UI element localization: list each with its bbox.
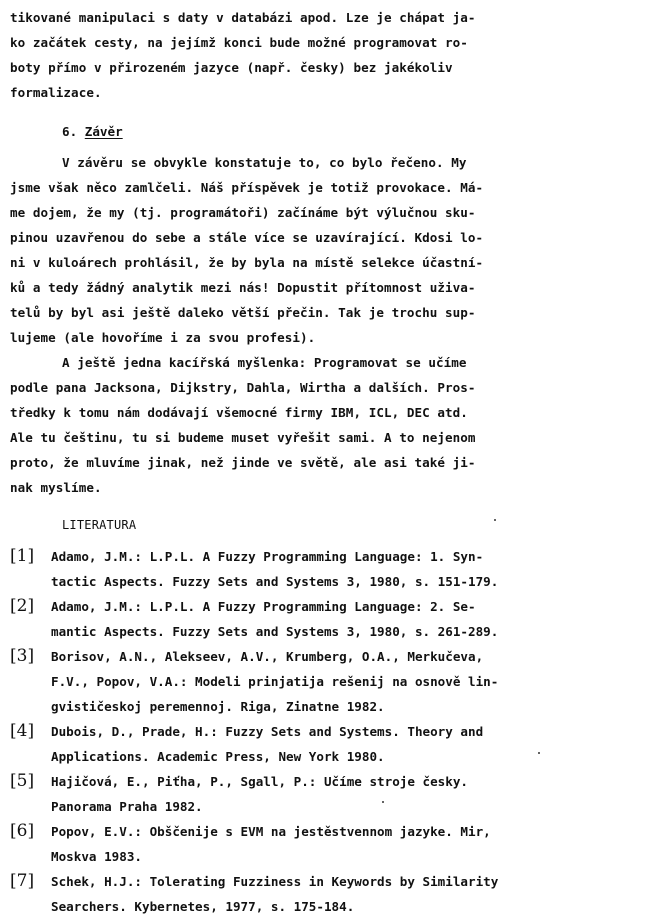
reference-number: [3]	[10, 646, 35, 666]
text-line: ni v kuloárech prohlásil, že by byla na místě selekce účastní-	[10, 255, 484, 270]
text-line: proto, že mluvíme jinak, než jinde ve světě, ale asi také ji-	[10, 455, 476, 470]
scan-speck	[538, 752, 540, 754]
section-number: 6.	[62, 124, 78, 139]
text-line: A ještě jedna kacířská myšlenka: Programovat se učíme	[62, 355, 467, 370]
reference-number: [5]	[10, 771, 35, 791]
text-line: tředky k tomu nám dodávají všemocné firmy IBM, ICL, DEC atd.	[10, 405, 468, 420]
scan-speck	[382, 801, 384, 803]
text-line: lujeme (ale hovoříme i za svou profesi).	[10, 330, 316, 345]
text-line: podle pana Jacksona, Dijkstry, Dahla, Wirtha a dalších. Pros-	[10, 380, 476, 395]
section-heading	[62, 124, 123, 140]
reference-line: Dubois, D., Prade, H.: Fuzzy Sets and Systems. Theory and	[51, 724, 484, 739]
reference-number: [4]	[10, 721, 35, 741]
reference-line: Panorama Praha 1982.	[51, 799, 203, 814]
reference-line: tactic Aspects. Fuzzy Sets and Systems 3, 1980, s. 151-179.	[51, 574, 499, 589]
reference-line: Searchers. Kybernetes, 1977, s. 175-184.	[51, 899, 355, 914]
reference-line: F.V., Popov, V.A.: Modeli prinjatija rešenij na osnově lin-	[51, 674, 499, 689]
reference-line: gvističeskoj peremennoj. Riga, Zinatne 1982.	[51, 699, 385, 714]
reference-line: Schek, H.J.: Tolerating Fuzziness in Keywords by Similarity	[51, 874, 499, 889]
text-line: pinou uzavřenou do sebe a stále více se uzavírající. Kdosi lo-	[10, 230, 484, 245]
text-line: telů by byl asi ještě daleko větší přečin. Tak je trochu sup-	[10, 305, 476, 320]
reference-line: mantic Aspects. Fuzzy Sets and Systems 3, 1980, s. 261-289.	[51, 624, 499, 639]
reference-number: [6]	[10, 821, 35, 841]
reference-line: Borisov, A.N., Alekseev, A.V., Krumberg, O.A., Merkučeva,	[51, 649, 484, 664]
reference-number: [2]	[10, 596, 35, 616]
text-line: nak myslíme.	[10, 480, 102, 495]
text-line: ko začátek cesty, na jejímž konci bude možné programovat ro-	[10, 35, 468, 50]
text-line: ků a tedy žádný analytik mezi nás! Dopustit přítomnost uživa-	[10, 280, 476, 295]
text-line: me dojem, že my (tj. programátoři) začínáme být výlučnou sku-	[10, 205, 476, 220]
text-line: jsme však něco zamlčeli. Náš příspěvek je totiž provokace. Má-	[10, 180, 484, 195]
reference-line: Adamo, J.M.: L.P.L. A Fuzzy Programming Language: 1. Syn-	[51, 549, 484, 564]
reference-line: Hajičová, E., Piťha, P., Sgall, P.: Učíme stroje česky.	[51, 774, 469, 789]
literature-heading: LITERATURA	[62, 518, 137, 532]
text-line: boty přímo v přirozeném jazyce (např. česky) bez jakékoliv	[10, 60, 453, 75]
reference-number: [7]	[10, 871, 35, 891]
section-title: Závěr	[84, 124, 123, 139]
text-line: formalizace.	[10, 85, 102, 100]
text-line: tikované manipulaci s daty v databázi apod. Lze je chápat ja-	[10, 10, 476, 25]
text-line: V závěru se obvykle konstatuje to, co bylo řečeno. My	[62, 155, 467, 170]
reference-line: Applications. Academic Press, New York 1980.	[51, 749, 385, 764]
reference-number: [1]	[10, 546, 35, 566]
text-line: Ale tu češtinu, tu si budeme muset vyřešit sami. A to nejenom	[10, 430, 476, 445]
reference-line: Adamo, J.M.: L.P.L. A Fuzzy Programming Language: 2. Se-	[51, 599, 476, 614]
reference-line: Moskva 1983.	[51, 849, 142, 864]
scan-speck	[494, 519, 496, 521]
reference-line: Popov, E.V.: Obščenije s EVM na jestěstvennom jazyke. Mir,	[51, 824, 491, 839]
